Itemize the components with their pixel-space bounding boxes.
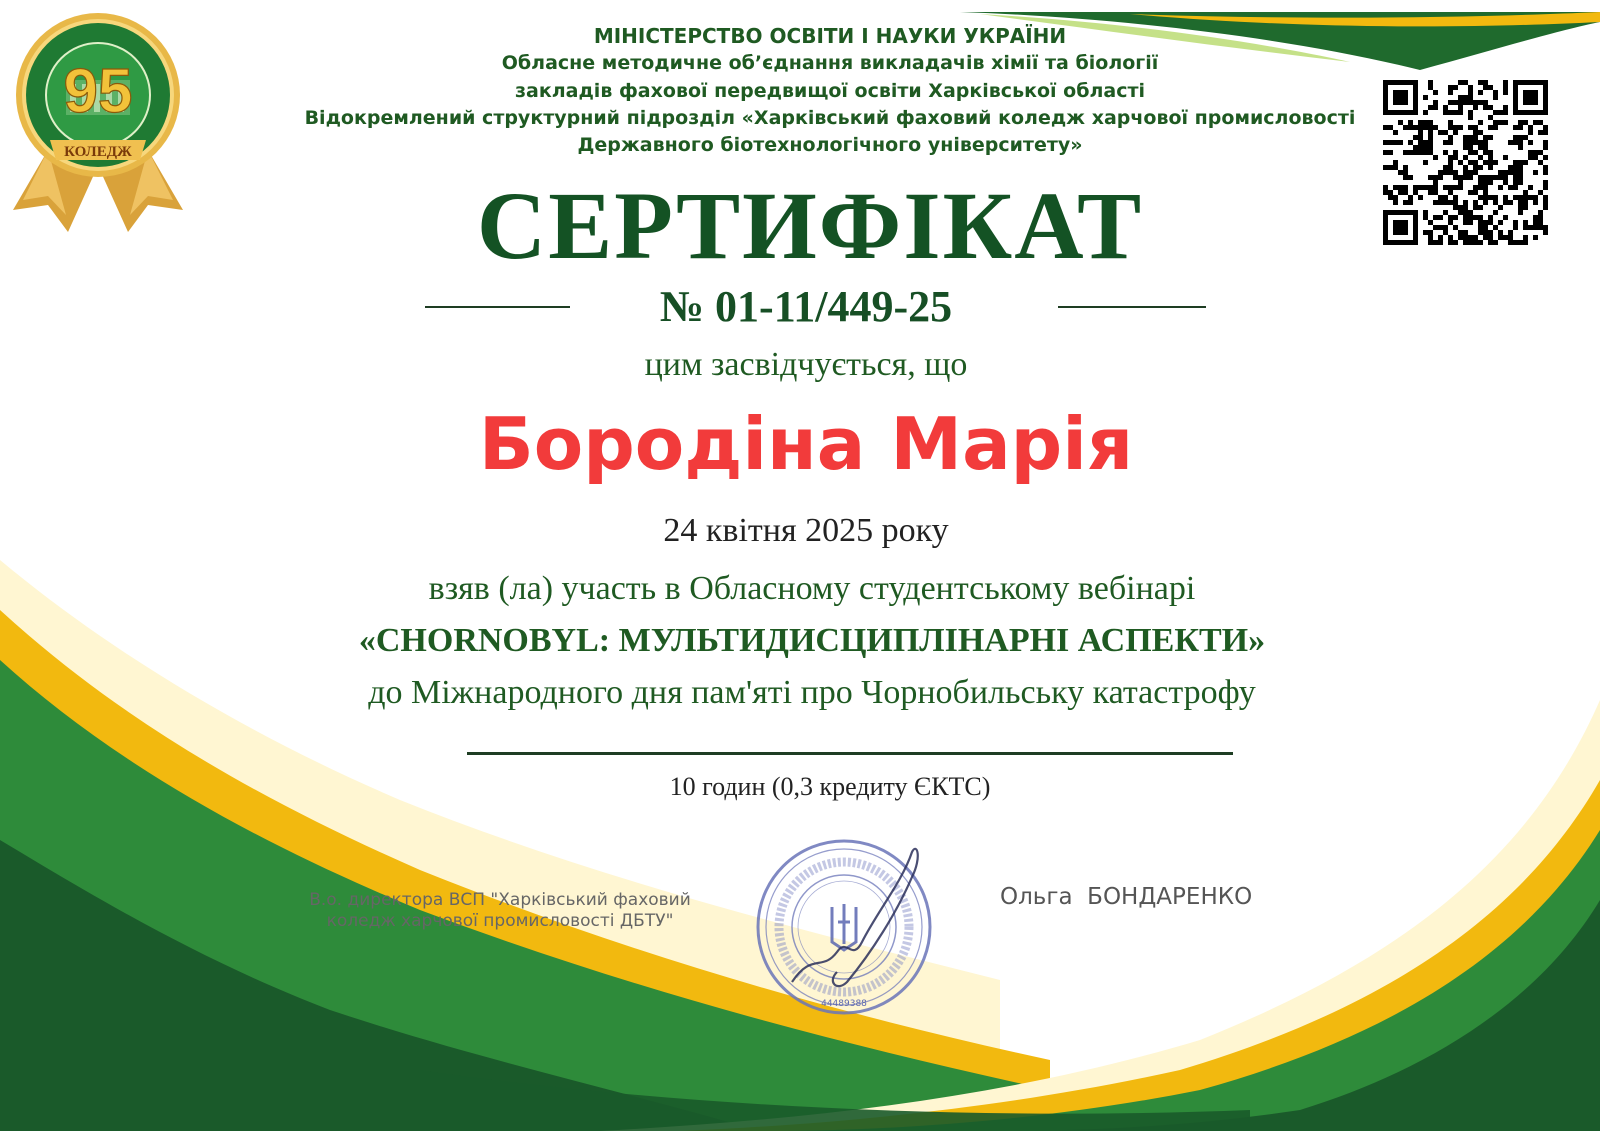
event-date: 24 квітня 2025 року	[663, 512, 949, 549]
certificate-number: № 01-11/449-25	[659, 282, 953, 331]
svg-text:44489388: 44489388	[821, 999, 867, 1009]
certify-text: цим засвідчується, що	[644, 346, 968, 383]
signatory-position-line2: коледж харчової промисловості ДБТУ"	[326, 911, 674, 931]
webinar-title: «CHORNOBYL: МУЛЬТИДИСЦИПЛІНАРНІ АСПЕКТИ»	[358, 622, 1266, 659]
signatory-position	[290, 890, 710, 932]
header-ministry: МІНІСТЕРСТВО ОСВІТИ І НАУКИ УКРАЇНИ	[593, 24, 1067, 48]
certificate-title: СЕРТИФІКАТ	[476, 172, 1144, 279]
svg-text:КОЛЕДЖ: КОЛЕДЖ	[64, 144, 132, 160]
svg-text:95: 95	[63, 57, 133, 126]
hours-rule	[467, 752, 1233, 755]
credit-hours: 10 годин (0,3 кредиту ЄКТС)	[669, 772, 991, 801]
header-association: Обласне методичне об’єднання викладачів хімії та біології	[501, 52, 1159, 74]
official-stamp-icon	[752, 832, 952, 1022]
participation-text: взяв (ла) участь в Обласному студентському вебінарі	[428, 570, 1196, 607]
recipient-name: Бородіна Марія	[478, 402, 1134, 486]
header-university: Державного біотехнологічного університету»	[577, 134, 1083, 156]
header-institutions: закладів фахової передвищої освіти Харківської області	[514, 80, 1146, 102]
dedication-text: до Міжнародного дня пам'яті про Чорнобильську катастрофу	[368, 674, 1256, 711]
signatory-position-line1: В.о. директора ВСП "Харківський фаховий	[309, 890, 691, 910]
signatory-name: Ольга БОНДАРЕНКО	[1000, 884, 1253, 910]
header-college: Відокремлений структурний підрозділ «Харківський фаховий коледж харчової промисловості	[304, 107, 1356, 129]
